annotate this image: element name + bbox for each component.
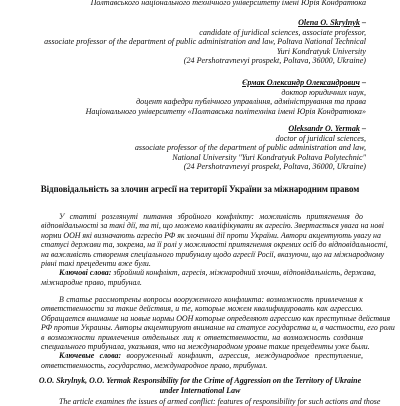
abstract-line: РФ против Украины. Авторы акцентируют внимание на статусе государства и, в частности, его роли — [41, 323, 395, 333]
abstract-line: відповідальності за такі дії, та ті, що можемо кваліфікувати як агресію. Звертається увага на нові — [41, 221, 384, 231]
author-block-yermak-ua: Єрмак Олександр Олександрович – доктор юридичних наук, доцент кафедри публічного управління, адміністрування та права Національного університету «Полтавська політехніка імені Юрія Кондратюка» — [36, 78, 366, 116]
abstract-line: У статті розглянуті питання збройного конфлікту: можливість притягнення до — [59, 212, 363, 221]
author-degree: candidate of juridical sciences, associate professor, — [199, 27, 366, 37]
keywords-ru: Ключевые слова: вооруженный конфликт, агрессия, международное преступление, — [59, 351, 364, 361]
author-position: associate professor of the department of public administration and law, Poltava National Technical — [44, 37, 366, 47]
author-address: (24 Pershotravnevyi prospekt, Poltava, 36000, Ukraine) — [183, 162, 366, 172]
abstract-line: ответственности за такие действия, и те, которые можем квалифицировать как агрессию. — [41, 304, 363, 314]
author-degree: doctor of juridical sciences, — [275, 133, 366, 143]
author-university: Yuri Kondratyuk University — [276, 46, 366, 56]
author-name: Oleksandr O. Yermak — [288, 124, 360, 133]
abstract-line: The article examines the issues of armed conflict: features of responsibility for such actions and those — [59, 397, 381, 406]
abstract-ua — [41, 212, 388, 287]
affiliation-skrylnyk-ua — [36, 0, 366, 8]
abstract-line: статусі держави та, зокрема, на її ролі у можливості притягнення окремих осіб до відповідальності, — [41, 240, 388, 250]
abstract-line: норми ООН які визначають агресію РФ як злочинні дії проти України. Автори акцентують увагу на — [41, 230, 381, 240]
article-title-en: O.O. Skrylnyk, O.O. Yermak Responsibility for the Crime of Aggression on the Territory of Ukraine under International Law — [38, 376, 362, 395]
author-degree: доктор юридичних наук, — [281, 87, 366, 97]
abstract-ru — [41, 295, 395, 370]
author-position: associate professor of the department of public administration and law, — [134, 143, 366, 153]
author-university: National University "Yuri Kondratyuk Poltava Polytechnic" — [172, 152, 366, 162]
affiliation-line: Полтавського національного технічного університету імені Юрія Кондратюка — [90, 0, 366, 7]
article-title-ua: Відповідальність за злочин агресії на території України за міжнародним правом — [40, 184, 360, 194]
abstract-line: на важливість створення спеціального трибуналу щодо агресії Росії, вказуючи, що на міжнародному — [41, 249, 385, 259]
author-block-skrylnyk-en: Olena O. Skrylnyk – candidate of juridical sciences, associate professor, associate professor of the department of public administration and law, Poltava National Technical Yuri Kondratyuk University (24 Pershotravnevyi prospekt, Poltava, 36000, Ukraine) — [36, 18, 366, 66]
author-name: Olena O. Skrylnyk — [298, 18, 360, 27]
abstract-line: в возможности привлечения отдельных лиц к ответственности, на возможность создания — [41, 332, 363, 342]
abstract-line: В статье рассмотрены вопросы вооруженного конфликта: возможность привлечения к — [59, 295, 363, 304]
keywords-ua: Ключові слова: збройний конфлікт, агресія, міжнародний злочин, відповідальність, держава, — [59, 268, 376, 278]
author-block-yermak-en: Oleksandr O. Yermak – doctor of juridical sciences, associate professor of the department of public administration and law, National University "Yuri Kondratyuk Poltava Polytechnic" (24 Pershotravnevyi prospekt, Poltava, 36000, Ukraine) — [36, 124, 366, 172]
abstract-line: специального трибунала, указывая, что на международном уровне такие прецеденты уже были. — [41, 342, 370, 352]
author-university: Національного університету «Полтавська політехніка імені Юрія Кондратюка» — [85, 106, 366, 116]
keywords-ru-cont: ответственность, государство, международное право, трибунал. — [41, 360, 268, 370]
abstract-line: рівні такі прецеденти вже були. — [41, 259, 151, 269]
author-position: доцент кафедри публічного управління, адміністрування та права — [136, 97, 366, 107]
abstract-en — [41, 397, 381, 406]
keywords-ua-cont: міжнародне право, трибунал. — [41, 277, 142, 287]
author-name: Єрмак Олександр Олександрович — [242, 78, 360, 87]
abstract-line: Обращается внимание на новые нормы ООН которые определяют агрессию как преступные действия — [41, 313, 391, 323]
author-address: (24 Pershotravnevyi prospekt, Poltava, 36000, Ukraine) — [183, 56, 366, 66]
